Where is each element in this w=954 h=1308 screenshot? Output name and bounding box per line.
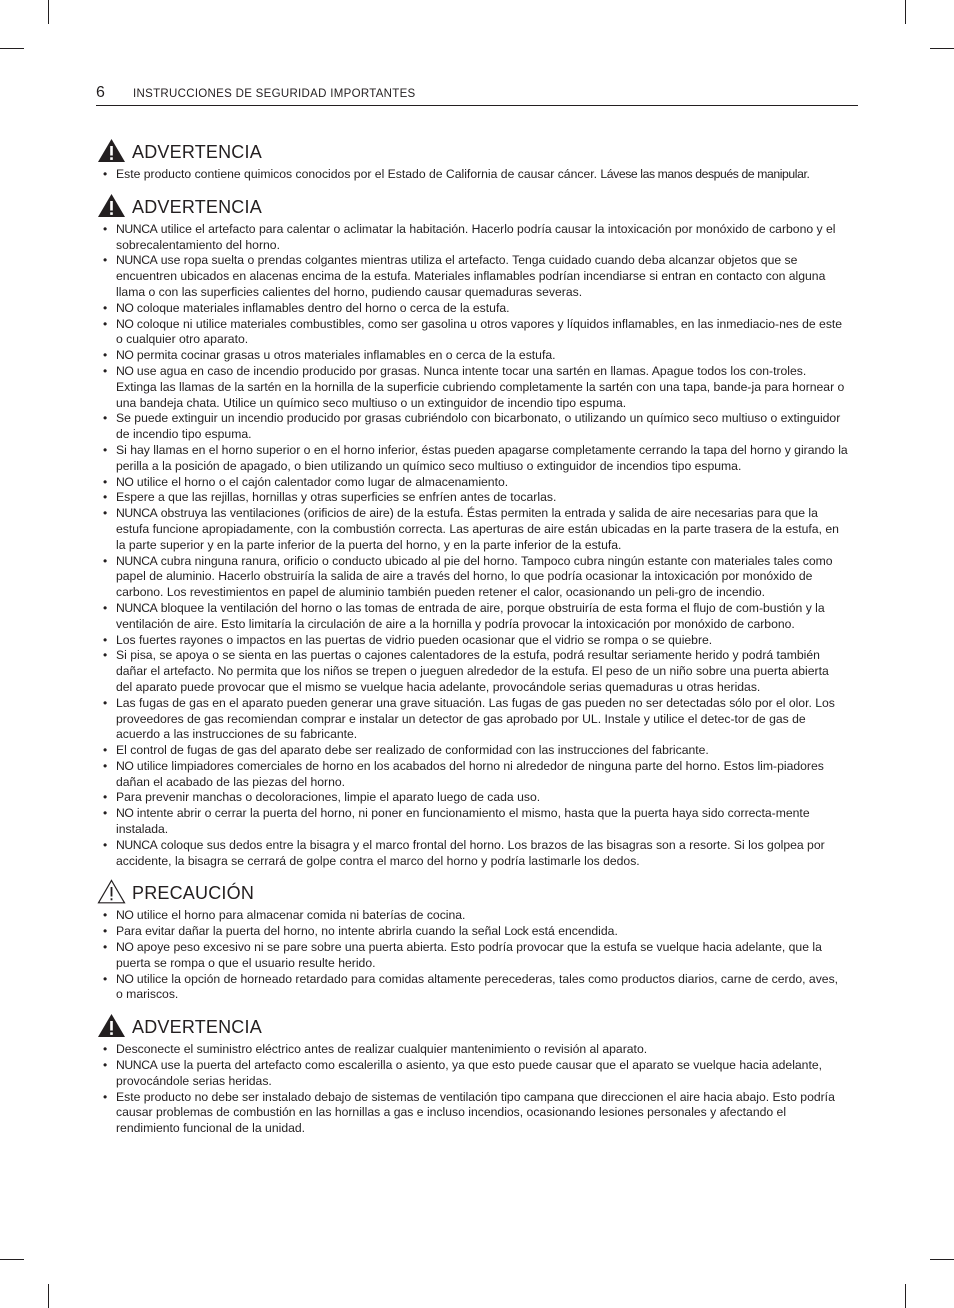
page-header [96,83,858,106]
crop-mark [930,1259,954,1260]
section-header [103,1013,848,1040]
item-text: Para evitar dañar la puerta del horno, no intente abrirla cuando la señal [116,924,505,939]
list-item [103,364,848,411]
section-header [103,879,848,906]
list-item [103,972,848,1004]
keyword-emphasis: NO [116,316,134,331]
item-text: bloquee la ventilación del horno o las tomas de entrada de aire, porque obstruiría de esta forma el flujo de com-bustión y la ventilación de aire. Esto limitaría la circulación de aire a la hornilla y podría provocar la intoxicación por monóxido de carbono. [116,600,825,631]
bullet-list [103,167,848,183]
header-title: INSTRUCCIONES DE SEGURIDAD IMPORTANTES [133,88,416,100]
list-item [103,648,848,695]
crop-mark [48,0,49,24]
crop-mark [0,48,24,49]
keyword-emphasis: NO [116,300,134,315]
list-item [103,924,848,940]
keyword-emphasis: NO [116,363,134,378]
warning-filled-icon [97,138,126,163]
list-item [103,167,848,183]
list-item [103,443,848,475]
item-text: utilice el horno o el cajón calentador como lugar de almacenamiento. [133,474,509,489]
keyword-emphasis: NUNCA [116,600,158,615]
page-content [103,138,848,1147]
crop-mark [905,1284,906,1308]
item-text: Se puede extinguir un incendio producido por grasas cubriéndolo con bicarbonato, o utilizando un químico seco multiuso o extinguidor de incendio tipo espuma. [116,411,841,442]
item-text: utilice el horno para almacenar comida ni baterías de cocina. [133,908,466,923]
safety-section [103,1013,848,1137]
item-text: apoye peso excesivo ni se pare sobre una puerta abierta. Esto podría provocar que la estufa se vuelque hacia adelante, que la puerta se rompa o que el usuario resulte herido. [116,940,822,970]
list-item [103,411,848,443]
keyword-emphasis: NO [116,758,134,773]
list-item [103,759,848,791]
item-text: permita cocinar grasas u otros materiales inflamables en o cerca de la estufa. [133,348,556,363]
safety-section [103,138,848,183]
list-item [103,790,848,806]
list-item [103,633,848,649]
list-item [103,1058,848,1090]
caution-outline-icon [97,879,126,904]
item-emphasis: Lávese las manos después de manipular. [600,167,810,181]
item-text: cubra ninguna ranura, orificio o conducto ubicado al pie del horno. Tampoco cubra ningún estante con materiales tales como papel de aluminio. Hacerlo obstruiría la salida de aire a través del horno, lo que podría ocasionar la intoxicación por monóxido de carbono. Los revestimientos en papel de aluminio también pueden retener el calor, ocasionando un peli-gro de incendio. [116,553,833,600]
item-text: use agua en caso de incendio producido por grasas. Nunca intente tocar una sartén en llamas. Apague todos los con-troles. Extinga las llamas de la sartén en la hornilla de la superficie cubriendo completamente la sartén con una tapa, bande-ja para hornear o una bandeja chata. Utilice un químico seco multiuso o un extinguidor de incendio tipo espuma. [116,363,845,410]
list-item [103,601,848,633]
safety-section [103,193,848,870]
item-text: está encendida. [528,924,618,939]
item-text: utilice el artefacto para calentar o aclimatar la habitación. Hacerlo podría causar la intoxicación por monóxido de carbono y el sobrecalentamiento del horno. [116,221,836,252]
keyword-emphasis: NO [116,908,134,923]
keyword-emphasis: NUNCA [116,1058,158,1073]
section-title: ADVERTENCIA [132,1017,262,1038]
bullet-list [103,1042,848,1137]
list-item [103,348,848,364]
safety-section [103,879,848,1003]
bullet-list [103,222,848,870]
item-text: coloque ni utilice materiales combustibles, como ser gasolina u otros vapores y líquidos inflamables, en las inmediacio-nes de este o cualquier otro aparato. [116,316,843,347]
keyword-emphasis: NUNCA [116,553,158,568]
list-item [103,806,848,838]
keyword-emphasis: NO [116,940,134,955]
crop-mark [48,1284,49,1308]
keyword-emphasis: NUNCA [116,506,158,521]
keyword-emphasis: NUNCA [116,837,158,852]
item-text: Espere a que las rejillas, hornillas y otras superficies se enfríen antes de tocarlas. [116,490,557,505]
item-text: Este producto contiene quimicos conocidos por el Estado de California de causar cáncer. [116,167,601,181]
list-item [103,1090,848,1137]
item-text: Las fugas de gas en el aparato pueden generar una grave situación. Las fugas de gas pueden no ser detectadas sólo por el olor. Los proveedores de gas recomiendan comprar e instalar un detector de gas aprobado por UL. Instale y utilice el detec-tor de gas de acuerdo a las instrucciones de su fabricante. [116,695,835,742]
item-text: Este producto no debe ser instalado debajo de sistemas de ventilación tipo campana que direccionen el aire hacia abajo. Esto podría causar problemas de combustión en las hornillas a gas e incluso incendios, ocasionando lesiones personales y afectando el rendimiento funcional de la unidad. [116,1089,835,1136]
list-item [103,506,848,553]
item-text: coloque sus dedos entre la bisagra y el marco frontal del horno. Los brazos de las bisagras son a resorte. Si los golpea por accidente, la bisagra se cerrará de golpe contra el marco del horno y podría lastimarle los dedos. [116,837,825,868]
keyword-emphasis: NO [116,971,134,986]
list-item [103,908,848,924]
section-header [103,138,848,165]
crop-mark [905,0,906,24]
item-text: intente abrir o cerrar la puerta del horno, ni poner en funcionamiento el mismo, hasta que la puerta haya sido correcta-mente instalada. [116,806,810,837]
bullet-list [103,908,848,1003]
item-text: Si pisa, se apoya o se sienta en las puertas o cajones calentadores de la estufa, podrá resultar seriamente herido y podrá también dañar el artefacto. No permita que los niños se trepen o jueguen alrededor de la estufa. El peso de un niño sobre una puerta abierta del aparato puede provocar que el mismo se vuelque hacia adelante, provocándole serias quemaduras u otras heridas. [116,648,829,694]
item-text: coloque materiales inflamables dentro del horno o cerca de la estufa. [133,300,510,315]
list-item [103,253,848,300]
item-text: Desconecte el suministro eléctrico antes de realizar cualquier mantenimiento o revisión al aparato. [116,1042,648,1057]
crop-mark [0,1259,24,1260]
item-text: Si hay llamas en el horno superior o en el horno inferior, éstas pueden apagarse completamente cerrando la tapa del horno y girando la perilla a la posición de apagado, o bien utilizando un químico seco multiuso o extinguidor de incendios tipo espuma. [116,442,848,473]
warning-filled-icon [97,193,126,218]
list-item [103,838,848,870]
item-text: Los fuertes rayones o impactos en las puertas de vidrio pueden ocasionar que el vidrio se rompa o se quiebre. [116,632,713,647]
section-header [103,193,848,220]
item-text: use ropa suelta o prendas colgantes mientras utiliza el artefacto. Tenga cuidado cuando deba alcanzar objetos que se encuentren ubicados en alacenas encima de la estufa. Materiales inflamables podrían incendiarse si entran en contacto con alguna llama o con las superficies calientes del horno, pudiendo causar quemaduras severas. [116,253,826,299]
item-text: El control de fugas de gas del aparato debe ser realizado de conformidad con las instrucciones del fabricante. [116,743,709,758]
lock-label: Lock [504,924,529,939]
list-item [103,301,848,317]
list-item [103,222,848,254]
list-item [103,475,848,491]
keyword-emphasis: NO [116,474,134,489]
keyword-emphasis: NO [116,348,134,363]
warning-filled-icon [97,1013,126,1038]
keyword-emphasis: NO [116,806,134,821]
item-text: Para prevenir manchas o decoloraciones, limpie el aparato luego de cada uso. [116,790,541,805]
list-item [103,1042,848,1058]
item-text: utilice la opción de horneado retardado para comidas altamente perecederas, tales como productos diarios, carne de cerdo, aves, o mariscos. [116,971,839,1002]
item-text: obstruya las ventilaciones (orificios de aire) de la estufa. Éstas permiten la entrada y salida de aire necesarias para que la estufa funcione apropiadamente, con la combustión correcta. Las aperturas de aire están ubicadas en la parte trasera de la estufa, en la parte superior y en la parte inferior de la puerta del horno, y en la parte inferior de la estufa. [116,506,839,552]
section-title: PRECAUCIÓN [132,883,255,904]
keyword-emphasis: NUNCA [116,253,158,268]
list-item [103,490,848,506]
item-text: utilice limpiadores comerciales de horno en los acabados del horno ni alrededor de ninguna parte del horno. Estos lim-piadores dañan el acabado de las piezas del horno. [116,758,824,789]
item-text: use la puerta del artefacto como escalerilla o asiento, ya que esto puede causar que el aparato se vuelque hacia adelante, provocándole serias heridas. [116,1058,823,1088]
section-title: ADVERTENCIA [132,142,262,162]
page-number: 6 [96,84,105,101]
list-item [103,940,848,972]
list-item [103,554,848,601]
keyword-emphasis: NUNCA [116,221,158,236]
list-item [103,317,848,349]
list-item [103,743,848,759]
list-item [103,696,848,743]
section-title: ADVERTENCIA [132,196,262,217]
crop-mark [930,48,954,49]
